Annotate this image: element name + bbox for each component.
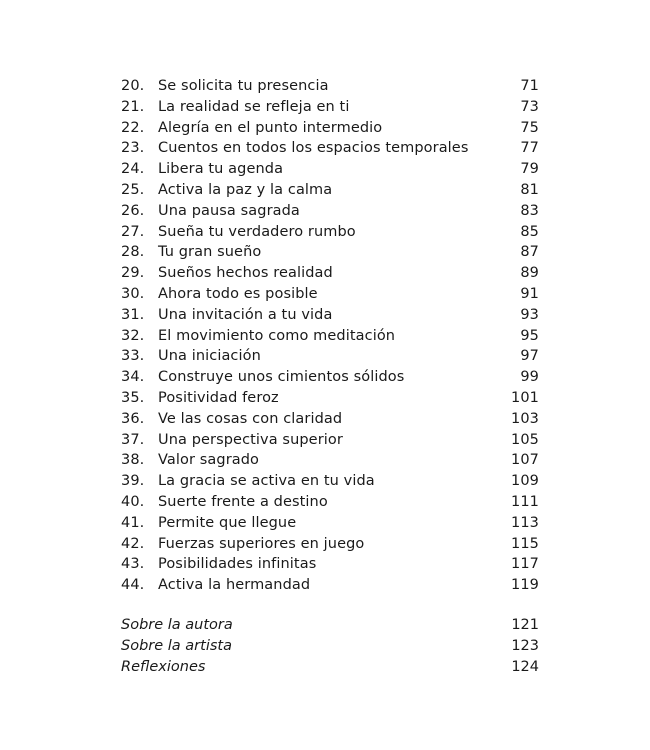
chapter-number: 36. [121,410,145,427]
page-number: 121 [511,616,539,633]
chapter-number: 31. [121,306,145,323]
chapter-title: Sueña tu verdadero rumbo [158,223,356,240]
toc-entry [121,284,539,305]
chapter-number: 41. [121,514,145,531]
toc-entry [121,118,539,139]
toc-entry [121,263,539,284]
table-of-contents [121,76,539,678]
chapter-title: Fuerzas superiores en juego [158,535,365,552]
toc-entry [121,367,539,388]
toc-entry [121,180,539,201]
toc-entry [121,201,539,222]
toc-entry [121,450,539,471]
toc-entry [121,138,539,159]
toc-entry [121,305,539,326]
chapter-number: 21. [121,98,145,115]
toc-entry [121,346,539,367]
back-matter-list [121,615,539,678]
back-matter-entry [121,657,539,678]
chapter-number: 23. [121,140,145,157]
chapter-title: La realidad se refleja en ti [158,98,350,115]
back-matter-title: Reflexiones [121,658,206,675]
chapter-title: Una perspectiva superior [158,431,343,448]
page-number: 83 [520,202,539,219]
page-number: 77 [520,140,539,157]
chapter-title: Construye unos cimientos sólidos [158,369,405,386]
toc-entry [121,554,539,575]
chapter-number: 40. [121,493,145,510]
page-number: 123 [511,637,539,654]
back-matter-entry [121,636,539,657]
toc-entry [121,97,539,118]
toc-entry [121,430,539,451]
chapter-title: Permite que llegue [158,514,297,531]
page-number: 97 [520,348,539,365]
page-number: 73 [520,98,539,115]
chapter-number: 20. [121,78,145,94]
chapter-title: Una iniciación [158,348,261,365]
toc-entry [121,159,539,180]
toc-entry [121,388,539,409]
page-number: 111 [511,493,539,510]
chapter-number: 43. [121,556,145,573]
page-number: 87 [520,244,539,261]
chapter-number: 37. [121,431,145,448]
chapter-title: Sueños hechos realidad [158,265,333,282]
page-number: 107 [511,452,539,469]
page-number: 117 [511,556,539,573]
toc-entry [121,534,539,555]
chapter-title: Activa la paz y la calma [158,181,333,198]
toc-entry [121,492,539,513]
page-number: 115 [511,535,539,552]
page-number: 101 [511,389,539,406]
chapter-title: Libera tu agenda [158,161,284,178]
chapter-number: 44. [121,577,145,594]
toc-entry [121,409,539,430]
chapter-number: 25. [121,181,145,198]
page-number: 75 [520,119,539,136]
page-number: 99 [520,369,539,386]
chapter-title: Tu gran sueño [158,244,262,261]
toc-entry [121,575,539,596]
toc-entry [121,471,539,492]
chapter-title: El movimiento como meditación [158,327,396,344]
chapter-number: 33. [121,348,145,365]
chapter-number: 32. [121,327,145,344]
back-matter-title: Sobre la artista [121,637,232,654]
chapter-number: 22. [121,119,145,136]
page-number: 93 [520,306,539,323]
chapter-number: 39. [121,473,145,490]
toc-entry [121,326,539,347]
chapter-title: Se solicita tu presencia [158,78,329,94]
toc-entry [121,513,539,534]
page-number: 113 [511,514,539,531]
chapter-title: Positividad feroz [158,389,279,406]
toc-entry [121,222,539,243]
page-number: 105 [511,431,539,448]
page-number: 85 [520,223,539,240]
page-number: 124 [511,658,539,675]
page-number: 81 [520,181,539,198]
page-number: 103 [511,410,539,427]
chapter-number: 29. [121,265,145,282]
chapter-title: Una pausa sagrada [158,202,300,219]
toc-entry [121,242,539,263]
chapter-title: Valor sagrado [158,452,260,469]
chapter-number: 30. [121,285,145,302]
chapter-title: Suerte frente a destino [158,493,328,510]
back-matter-title: Sobre la autora [121,616,233,633]
chapter-number: 42. [121,535,145,552]
chapter-title: Posibilidades infinitas [158,556,317,573]
page-number: 79 [520,161,539,178]
section-gap [121,596,539,615]
chapter-title: Una invitación a tu vida [158,306,333,323]
page-number: 91 [520,285,539,302]
page-number: 95 [520,327,539,344]
chapter-title: La gracia se activa en tu vida [158,473,375,490]
chapter-number: 35. [121,389,145,406]
page-number: 119 [511,577,539,594]
page-number: 89 [520,265,539,282]
page-number: 109 [511,473,539,490]
chapter-title: Cuentos en todos los espacios temporales [158,140,469,157]
chapter-number: 34. [121,369,145,386]
chapter-number: 26. [121,202,145,219]
chapter-title: Activa la hermandad [158,577,311,594]
chapter-number: 27. [121,223,145,240]
chapter-title: Alegría en el punto intermedio [158,119,383,136]
chapter-list [121,76,539,596]
page-number: 71 [520,78,539,94]
chapter-title: Ahora todo es posible [158,285,318,302]
chapter-title: Ve las cosas con claridad [158,410,343,427]
back-matter-entry [121,615,539,636]
chapter-number: 28. [121,244,145,261]
chapter-number: 24. [121,161,145,178]
chapter-number: 38. [121,452,145,469]
toc-entry [121,76,539,97]
